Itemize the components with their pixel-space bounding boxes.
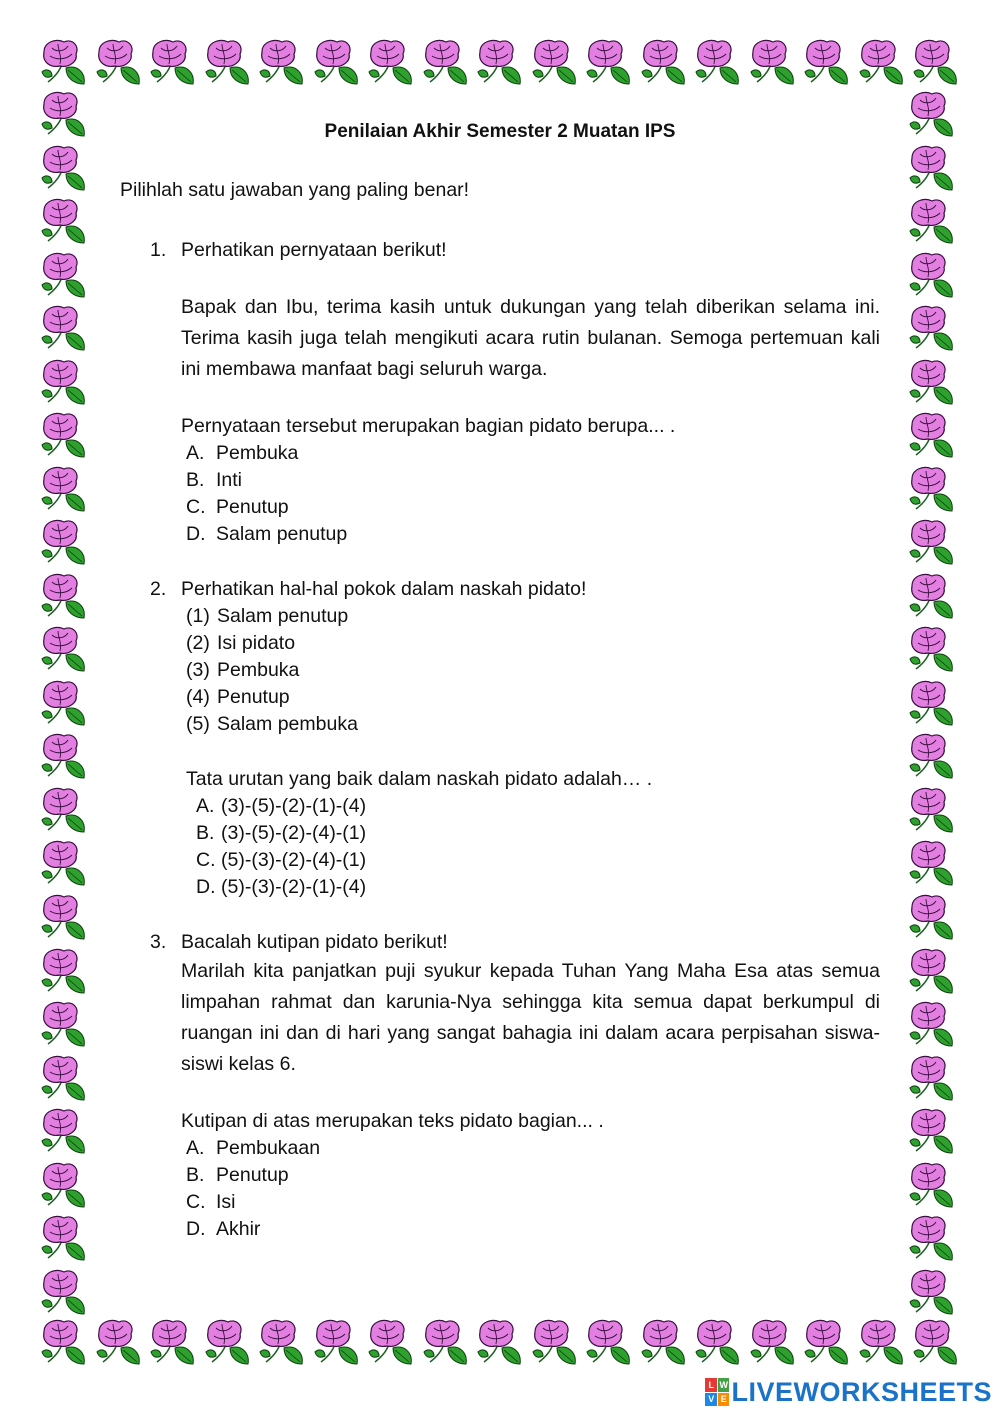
answer-option-c[interactable] xyxy=(181,494,880,521)
rose-icon xyxy=(93,1318,145,1370)
rose-icon xyxy=(365,1318,417,1370)
answer-option-c[interactable] xyxy=(181,847,880,874)
rose-icon xyxy=(38,304,90,354)
rose-icon xyxy=(38,1107,90,1157)
rose-icon xyxy=(638,38,690,90)
rose-icon xyxy=(38,1000,90,1050)
answer-option-d[interactable] xyxy=(181,874,880,901)
logo-letter: E xyxy=(718,1393,730,1407)
rose-icon xyxy=(747,38,799,90)
option-text: Penutup xyxy=(216,496,289,518)
logo-letter: V xyxy=(705,1393,717,1407)
rose-icon xyxy=(906,358,958,408)
rose-icon xyxy=(906,518,958,568)
question-number: 2. xyxy=(150,578,167,600)
option-label: A. xyxy=(186,1137,205,1159)
question-number: 3. xyxy=(150,931,167,953)
rose-icon xyxy=(38,625,90,675)
rose-icon xyxy=(474,1318,526,1370)
flower-border-left xyxy=(38,90,90,1318)
rose-icon xyxy=(38,1054,90,1104)
rose-icon xyxy=(801,38,853,90)
option-text: (5)-(3)-(2)-(4)-(1) xyxy=(221,849,367,871)
answer-option-a[interactable] xyxy=(181,440,880,467)
option-label: C. xyxy=(186,1191,206,1213)
option-text: Salam penutup xyxy=(216,523,348,545)
rose-icon xyxy=(906,839,958,889)
rose-icon xyxy=(856,1318,908,1370)
rose-icon xyxy=(801,1318,853,1370)
question-stem: Pernyataan tersebut merupakan bagian pidato berupa... . xyxy=(181,415,676,437)
rose-icon xyxy=(38,572,90,622)
rose-icon xyxy=(906,1161,958,1211)
rose-icon xyxy=(93,38,145,90)
rose-icon xyxy=(38,197,90,247)
list-item-text: Pembuka xyxy=(217,659,300,681)
logo-letter: W xyxy=(719,1379,728,1390)
list-item-text: Salam pembuka xyxy=(217,713,358,735)
worksheet-content xyxy=(120,118,880,1243)
question-2 xyxy=(120,576,880,901)
question-prompt: Bacalah kutipan pidato berikut! xyxy=(181,931,448,953)
liveworksheets-watermark[interactable] xyxy=(705,1375,992,1409)
rose-icon xyxy=(420,1318,472,1370)
rose-icon xyxy=(38,411,90,461)
option-label: C. xyxy=(186,496,206,518)
option-text: Akhir xyxy=(216,1218,261,1240)
option-text: Pembuka xyxy=(216,442,299,464)
question-1 xyxy=(120,237,880,548)
list-item-text: Salam penutup xyxy=(217,605,349,627)
rose-icon xyxy=(311,38,363,90)
answer-option-a[interactable] xyxy=(181,793,880,820)
rose-icon xyxy=(38,38,90,90)
list-item xyxy=(181,711,880,738)
list-item xyxy=(181,684,880,711)
answer-option-c[interactable] xyxy=(181,1189,880,1216)
rose-icon xyxy=(529,1318,581,1370)
rose-icon xyxy=(38,786,90,836)
option-text: (5)-(3)-(2)-(1)-(4) xyxy=(221,876,367,898)
rose-icon xyxy=(38,90,90,140)
rose-icon xyxy=(910,38,962,90)
question-number: 1. xyxy=(150,239,167,261)
list-item-text: Isi pidato xyxy=(217,632,296,654)
rose-icon xyxy=(38,893,90,943)
list-item-label: (4) xyxy=(186,686,210,708)
question-prompt: Perhatikan hal-hal pokok dalam naskah pidato! xyxy=(181,578,587,600)
option-label: C. xyxy=(196,849,216,871)
rose-icon xyxy=(906,1054,958,1104)
watermark-text: LIVEWORKSHEETS xyxy=(731,1376,992,1407)
option-text: (3)-(5)-(2)-(4)-(1) xyxy=(221,822,367,844)
rose-icon xyxy=(256,1318,308,1370)
rose-icon xyxy=(256,38,308,90)
rose-icon xyxy=(583,38,635,90)
rose-icon xyxy=(529,38,581,90)
rose-icon xyxy=(38,358,90,408)
rose-icon xyxy=(906,251,958,301)
option-label: B. xyxy=(186,469,205,491)
rose-icon xyxy=(38,465,90,515)
rose-icon xyxy=(365,38,417,90)
rose-icon xyxy=(202,1318,254,1370)
answer-option-a[interactable] xyxy=(181,1135,880,1162)
rose-icon xyxy=(906,947,958,997)
question-passage: Marilah kita panjatkan puji syukur kepada Tuhan Yang Maha Esa atas semua limpahan rahmat dan karunia-Nya sehingga kita semua dapat berkumpul di ruangan ini dan di hari yang sangat bahagia ini dalam acara perpisahan siswa-siswi kelas 6. xyxy=(181,960,880,1075)
flower-border-bottom xyxy=(38,1318,962,1370)
option-label: B. xyxy=(186,1164,205,1186)
rose-icon xyxy=(906,1107,958,1157)
rose-icon xyxy=(38,1318,90,1370)
rose-icon xyxy=(906,90,958,140)
option-text: Inti xyxy=(216,469,243,491)
option-label: A. xyxy=(186,442,205,464)
rose-icon xyxy=(638,1318,690,1370)
rose-icon xyxy=(202,38,254,90)
rose-icon xyxy=(747,1318,799,1370)
rose-icon xyxy=(906,144,958,194)
logo-letter: L xyxy=(705,1378,717,1392)
rose-icon xyxy=(906,304,958,354)
answer-option-b[interactable] xyxy=(181,820,880,847)
rose-icon xyxy=(38,251,90,301)
question-stem: Tata urutan yang baik dalam naskah pidato adalah… . xyxy=(186,768,653,790)
rose-icon xyxy=(906,625,958,675)
list-item xyxy=(181,657,880,684)
answer-option-d[interactable] xyxy=(181,521,880,548)
rose-icon xyxy=(906,1268,958,1318)
list-item-label: (1) xyxy=(186,605,210,627)
rose-icon xyxy=(38,518,90,568)
option-label: A. xyxy=(196,795,215,817)
rose-icon xyxy=(906,465,958,515)
rose-icon xyxy=(910,1318,962,1370)
flower-border-right xyxy=(906,90,958,1318)
rose-icon xyxy=(311,1318,363,1370)
flower-border-top xyxy=(38,38,962,90)
rose-icon xyxy=(38,732,90,782)
rose-icon xyxy=(38,679,90,729)
rose-icon xyxy=(906,411,958,461)
rose-icon xyxy=(147,38,199,90)
rose-icon xyxy=(906,1000,958,1050)
option-label: D. xyxy=(196,876,216,898)
option-label: B. xyxy=(196,822,215,844)
rose-icon xyxy=(692,1318,744,1370)
option-text: Pembukaan xyxy=(216,1137,321,1159)
rose-icon xyxy=(38,1161,90,1211)
instruction-text: Pilihlah satu jawaban yang paling benar! xyxy=(120,179,470,201)
rose-icon xyxy=(147,1318,199,1370)
question-prompt: Perhatikan pernyataan berikut! xyxy=(181,239,447,261)
rose-icon xyxy=(906,893,958,943)
question-3 xyxy=(120,929,880,1243)
option-text: Isi xyxy=(216,1191,236,1213)
rose-icon xyxy=(906,732,958,782)
rose-icon xyxy=(38,1268,90,1318)
list-item-label: (2) xyxy=(186,632,210,654)
rose-icon xyxy=(38,947,90,997)
rose-icon xyxy=(38,839,90,889)
liveworksheets-logo-icon xyxy=(705,1378,729,1406)
rose-icon xyxy=(906,572,958,622)
option-text: Penutup xyxy=(216,1164,289,1186)
option-label: D. xyxy=(186,1218,206,1240)
list-item-label: (5) xyxy=(186,713,210,735)
rose-icon xyxy=(420,38,472,90)
rose-icon xyxy=(906,197,958,247)
answer-option-d[interactable] xyxy=(181,1216,880,1243)
option-text: (3)-(5)-(2)-(1)-(4) xyxy=(221,795,367,817)
option-label: D. xyxy=(186,523,206,545)
rose-icon xyxy=(856,38,908,90)
rose-icon xyxy=(906,1214,958,1264)
list-item xyxy=(181,630,880,657)
page-title: Penilaian Akhir Semester 2 Muatan IPS xyxy=(324,121,676,142)
rose-icon xyxy=(38,1214,90,1264)
rose-icon xyxy=(692,38,744,90)
rose-icon xyxy=(474,38,526,90)
list-item-label: (3) xyxy=(186,659,210,681)
rose-icon xyxy=(906,679,958,729)
list-item-text: Penutup xyxy=(217,686,290,708)
question-passage: Bapak dan Ibu, terima kasih untuk dukungan yang telah diberikan selama ini. Terima kasih juga telah mengikuti acara rutin bulanan. Semoga pertemuan kali ini membawa manfaat bagi seluruh warga. xyxy=(181,296,880,380)
rose-icon xyxy=(583,1318,635,1370)
question-stem: Kutipan di atas merupakan teks pidato bagian... . xyxy=(181,1110,604,1132)
answer-option-b[interactable] xyxy=(181,1162,880,1189)
answer-option-b[interactable] xyxy=(181,467,880,494)
list-item xyxy=(181,603,880,630)
rose-icon xyxy=(38,144,90,194)
rose-icon xyxy=(906,786,958,836)
